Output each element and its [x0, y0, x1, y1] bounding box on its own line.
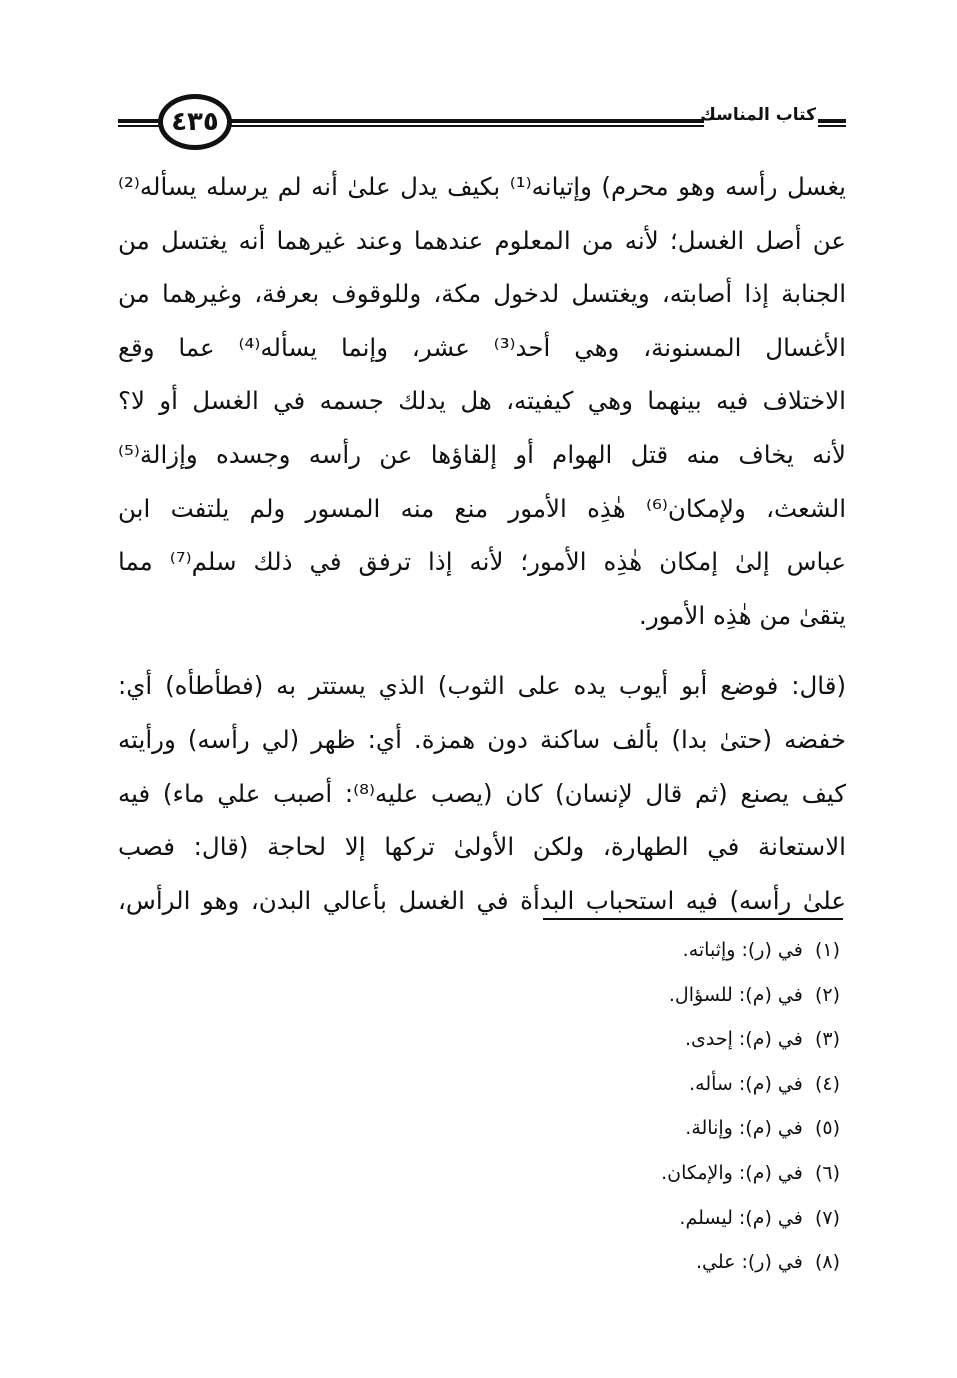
footnote-text: في (م): وإنالة. — [685, 1117, 803, 1140]
footnote — [400, 1151, 840, 1196]
text-line: لأنه يخاف منه قتل الهوام أو إلقاؤها عن رأسه وجسده وإزالة⁽⁵⁾ — [118, 439, 846, 469]
footnote-text: في (ر): علي. — [695, 1251, 803, 1274]
main-text — [118, 160, 846, 927]
footnote-number: (٣) — [814, 1028, 840, 1051]
text-line: الشعث، ولإمكان⁽⁶⁾ هٰذِه الأمور منع منه المسور ولم يلتفت ابن — [118, 493, 846, 523]
footnote-text: في (م): ليسلم. — [679, 1206, 803, 1229]
footnote — [400, 1017, 840, 1062]
footnote-text: في (م): إحدى. — [684, 1028, 803, 1051]
footnote-number: (٤) — [814, 1072, 840, 1095]
footnote — [400, 1196, 840, 1241]
footnote-number: (٥) — [814, 1117, 840, 1140]
header-rule-middle — [226, 119, 704, 128]
text-line: كيف يصنع (ثم قال لإنسان) كان (يصب عليه⁽⁸⁾: أصبب علي ماء) فيه — [118, 778, 846, 808]
footnote-text: في (م): سأله. — [689, 1072, 803, 1095]
footnote-number: (٢) — [814, 983, 840, 1006]
footnotes — [400, 928, 840, 1285]
footnote — [400, 1240, 840, 1285]
page-number: ٤٣٥ — [171, 107, 219, 137]
paragraph-1 — [118, 160, 846, 642]
running-title: كتاب المناسك — [700, 105, 816, 125]
footnote-number: (١) — [814, 939, 840, 961]
header-rule-right — [818, 119, 846, 128]
text-line: عن أصل الغسل؛ لأنه من المعلوم عندهما وعند غيرهما أنه يغتسل من — [118, 225, 846, 255]
text-line: عباس إلىٰ إمكان هٰذِه الأمور؛ لأنه إذا ترفق في ذلك سلم⁽⁷⁾ مما — [118, 547, 846, 577]
footnote — [400, 1062, 840, 1107]
paragraph-spacer — [118, 642, 846, 659]
text-line: الاستعانة في الطهارة، ولكن الأولىٰ تركها إلا لحاجة (قال: فصب — [118, 832, 846, 862]
text-line: علىٰ رأسه) فيه استحباب البدأة في الغسل بأعالي البدن، وهو الرأس، — [118, 885, 846, 915]
footnote-number: (٨) — [814, 1251, 840, 1274]
page-header — [118, 92, 846, 156]
text-line: الاختلاف فيه بينهما وهي كيفيته، هل يدلك جسمه في الغسل أو لا؟ — [118, 386, 846, 416]
footnote-text: في (م): والإمكان. — [661, 1161, 803, 1184]
footnote — [400, 973, 840, 1018]
text-line: الجنابة إذا أصابته، ويغتسل لدخول مكة، وللوقوف بعرفة، وغيرهما من — [118, 279, 846, 309]
footnote — [400, 1106, 840, 1151]
text-line: خفضه (حتىٰ بدا) بألف ساكنة دون همزة. أي: ظهر (لي رأسه) ورأيته — [118, 724, 846, 754]
text-line: يغسل رأسه وهو محرم) وإتيانه⁽¹⁾ بكيف يدل علىٰ أنه لم يرسله يسأله⁽²⁾ — [118, 172, 846, 201]
text-line: (قال: فوضع أبو أيوب يده على الثوب) الذي يستتر به (فطأطأه) أي: — [118, 671, 846, 701]
footnote-text: في (م): للسؤال. — [668, 983, 803, 1006]
text-line: يتقىٰ من هٰذِه الأمور. — [639, 600, 846, 630]
paragraph-2 — [118, 659, 846, 927]
footnote-separator — [543, 918, 843, 920]
footnote — [400, 928, 840, 973]
page-number-badge — [158, 94, 232, 150]
footnote-number: (٧) — [814, 1206, 840, 1229]
text-line: الأغسال المسنونة، وهي أحد⁽³⁾ عشر، وإنما يسأله⁽⁴⁾ عما وقع — [118, 332, 846, 362]
footnote-text: في (ر): وإثباته. — [682, 939, 803, 961]
footnote-number: (٦) — [814, 1161, 840, 1184]
